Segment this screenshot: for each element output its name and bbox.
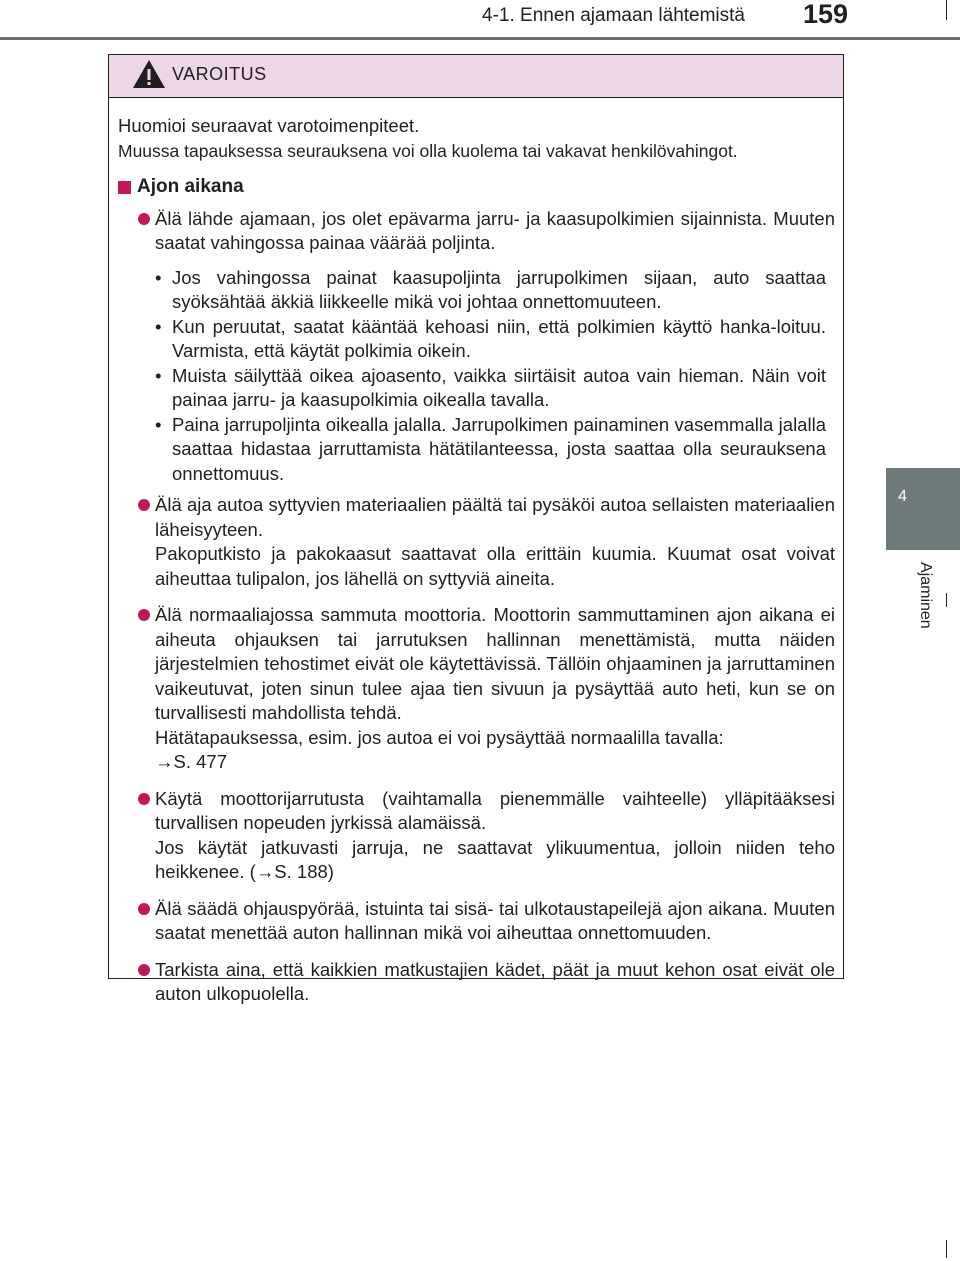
section-header: 4-1. Ennen ajamaan lähtemistä xyxy=(482,5,745,26)
sub-list-item: • Jos vahingossa painat kaasupoljinta jarrupolkimen sijaan, auto saattaa syöksähtää äkkiä liikkeelle mikä voi johtaa onnettomuuteen. xyxy=(155,266,826,312)
list-item xyxy=(118,207,835,487)
crop-mark xyxy=(946,593,947,607)
page-number: 159 xyxy=(803,0,849,29)
crop-mark xyxy=(946,0,947,20)
item-text: Pakoputkisto ja pakokaasut saattavat olla erittäin kuumia. Kuumat osat voivat aiheuttaa tulipalon, jos lähellä on syttyviä aineita. xyxy=(155,543,835,589)
item-text: Jos käytät jatkuvasti jarruja, ne saattavat ylikuumentua, jolloin niiden teho heikkenee. (→S. 188) xyxy=(155,836,835,882)
warning-body xyxy=(109,98,843,1007)
list-item xyxy=(118,958,835,1007)
bullet-dot-icon xyxy=(138,609,150,621)
sub-item-text: Paina jarrupoljinta oikealla jalalla. Jarrupolkimen painaminen vasemmalla jalalla saattaa hidastaa jarruttamista hätätilanteessa, josta saattaa olla seurauksena onnettomuus. xyxy=(172,413,826,484)
sub-item-text: Jos vahingossa painat kaasupoljinta jarrupolkimen sijaan, auto saattaa syöksähtää äkkiä liikkeelle mikä voi johtaa onnettomuuteen. xyxy=(172,266,826,312)
intro-line: Muussa tapauksessa seurauksena voi olla kuolema tai vakavat henkilövahingot. xyxy=(118,140,738,161)
item-text: Älä lähde ajamaan, jos olet epävarma jarru- ja kaasupolkimien sijainnista. Muuten saatat vahingossa painaa väärää poljinta. xyxy=(155,207,835,253)
chapter-tab-number: 4 xyxy=(898,488,907,505)
item-text: Älä normaaliajossa sammuta moottoria. Moottorin sammuttaminen ajon aikana ei aiheuta ohjauksen tai jarrutuksen hallinnan menettämistä, mutta näiden järjestelmien tehostimet eivät ole käytettävissä. Tällöin ohjaaminen ja jarruttaminen vaikeutuvat, joten sinun tulee ajaa tien sivuun ja pysäyttää auto heti, kun se on turvallisesti mahdollista tehdä. xyxy=(155,604,835,723)
chapter-tab-label: Ajaminen xyxy=(917,562,934,629)
sub-item-text: Muista säilyttää oikea ajoasento, vaikka siirtäisit autoa vain hieman. Näin voit painaa jarru- ja kaasupolkimia oikealla tavalla. xyxy=(172,364,826,410)
crop-mark xyxy=(946,1240,947,1258)
intro-line: Huomioi seuraavat varotoimenpiteet. xyxy=(118,115,420,136)
bullet-dot-icon xyxy=(138,213,150,225)
list-item xyxy=(118,603,835,775)
item-text: Älä säädä ohjauspyörää, istuinta tai sisä- tai ulkotaustapeilejä ajon aikana. Muuten saatat menettää auton hallinnan mikä voi aiheuttaa onnettomuuden. xyxy=(155,897,835,943)
list-item xyxy=(118,493,835,591)
sub-item-text: Kun peruutat, saatat kääntää kehoasi niin, että polkimien käyttö hanka-loituu. Varmista, että käytät polkimia oikein. xyxy=(172,315,826,361)
bullet-dot-icon xyxy=(138,793,150,805)
bullet-dot-icon xyxy=(138,903,150,915)
page-reference: →S. 477 xyxy=(155,751,227,772)
item-text: Tarkista aina, että kaikkien matkustajien kädet, päät ja muut kehon osat eivät ole auton ulkopuolella. xyxy=(155,958,835,1004)
bullet-dot-icon xyxy=(138,964,150,976)
warning-header xyxy=(109,55,843,98)
list-item xyxy=(118,897,835,946)
bullet-dot-icon xyxy=(138,499,150,511)
warning-triangle-icon xyxy=(132,59,166,89)
header-rule xyxy=(0,37,960,40)
list-item xyxy=(118,787,835,885)
chapter-tab xyxy=(886,468,960,550)
sub-list-item: • Muista säilyttää oikea ajoasento, vaikka siirtäisit autoa vain hieman. Näin voit painaa jarru- ja kaasupolkimia oikealla tavalla. xyxy=(155,364,826,410)
section-title xyxy=(118,175,835,200)
section-title-text: Ajon aikana xyxy=(137,176,244,197)
item-text: Älä aja autoa syttyvien materiaalien päältä tai pysäköi autoa sellaisten materiaalien läheisyyteen. xyxy=(155,494,835,540)
warning-title: VAROITUS xyxy=(172,64,267,84)
square-bullet-icon xyxy=(118,181,131,194)
sub-list-item: • Paina jarrupoljinta oikealla jalalla. Jarrupolkimen painaminen vasemmalla jalalla saattaa hidastaa jarruttamista hätätilanteessa, josta saattaa olla seurauksena onnettomuus. xyxy=(155,413,826,484)
sub-list xyxy=(118,266,835,487)
warning-box xyxy=(108,54,844,1004)
item-text: Käytä moottorijarrutusta (vaihtamalla pienemmälle vaihteelle) ylläpitääksesi turvallisen nopeuden jyrkissä alamäissä. xyxy=(155,787,835,833)
item-text: Hätätapauksessa, esim. jos autoa ei voi pysäyttää normaalilla tavalla: xyxy=(155,726,724,748)
sub-list-item: • Kun peruutat, saatat kääntää kehoasi niin, että polkimien käyttö hanka-loituu. Varmista, että käytät polkimia oikein. xyxy=(155,315,826,361)
